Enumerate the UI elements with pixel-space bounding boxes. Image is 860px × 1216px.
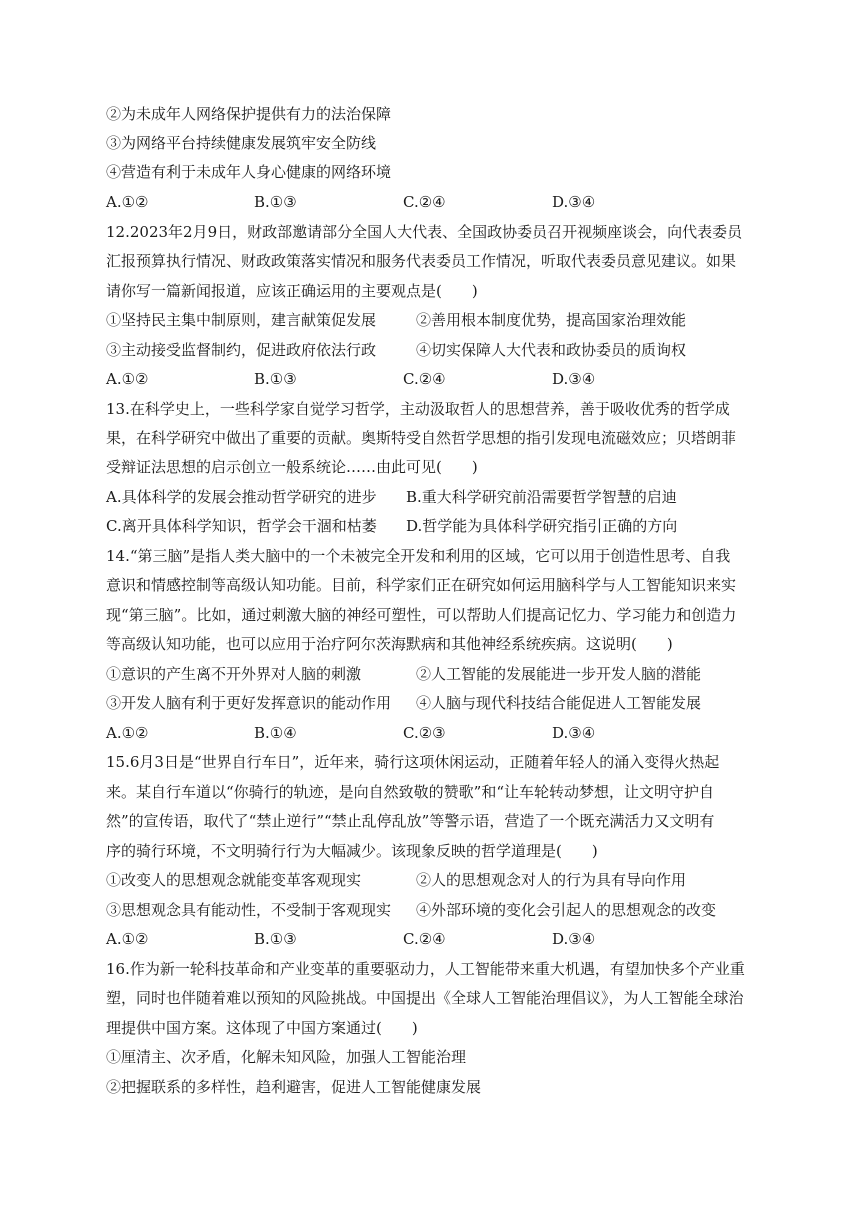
q12-answer-a: A.①② xyxy=(106,370,149,388)
q11-answer-c: C.②④ xyxy=(403,193,446,211)
q14-option-2: ②人工智能的发展能进一步开发人脑的潜能 xyxy=(416,665,702,683)
q12-answer-d: D.③④ xyxy=(552,370,596,388)
q11-option-3: ③为网络平台持续健康发展筑牢安全防线 xyxy=(106,134,377,152)
q14-option-3: ③开发人脑有利于更好发挥意识的能动作用 xyxy=(106,694,392,712)
q15-stem-line: 序的骑行环境，不文明骑行行为大幅减少。该现象反映的哲学道理是( ) xyxy=(106,842,598,860)
q13-stem-line: 果，在科学研究中做出了重要的贡献。奥斯特受自然哲学思想的指引发现电流磁效应；贝塔朗菲 xyxy=(106,429,737,447)
q15-stem-line: 来。某自行车道以“你骑行的轨迹，是向自然致敬的赞歌”和“让车轮转动梦想，让文明守护自 xyxy=(106,783,715,801)
q15-answer-b: B.①③ xyxy=(254,930,297,948)
q15-option-2: ②人的思想观念对人的行为具有导向作用 xyxy=(416,871,687,889)
q15-answer-a: A.①② xyxy=(106,930,149,948)
q15-answer-d: D.③④ xyxy=(552,930,596,948)
q16-option-1: ①厘清主、次矛盾，化解未知风险，加强人工智能治理 xyxy=(106,1048,467,1066)
q12-stem-line: 12.2023年2月9日，财政部邀请部分全国人大代表、全国政协委员召开视频座谈会，向代表委员 xyxy=(106,223,743,241)
q14-option-4: ④人脑与现代科技结合能促进人工智能发展 xyxy=(416,694,702,712)
q15-answer-c: C.②④ xyxy=(403,930,446,948)
q14-stem-line: 意识和情感控制等高级认知功能。目前，科学家们正在研究如何运用脑科学与人工智能知识来实 xyxy=(106,576,737,594)
q14-option-1: ①意识的产生离不开外界对人脑的刺激 xyxy=(106,665,362,683)
q14-answer-d: D.③④ xyxy=(552,724,596,742)
q13-option-c: C.离开具体科学知识，哲学会干涸和枯萎 xyxy=(106,517,377,535)
q12-stem-line: 请你写一篇新闻报道，应该正确运用的主要观点是( ) xyxy=(106,282,478,300)
q15-option-4: ④外部环境的变化会引起人的思想观念的改变 xyxy=(416,901,717,919)
q14-stem-line: 14.“第三脑”是指人类大脑中的一个未被完全开发和利用的区域，它可以用于创造性思考、自我 xyxy=(106,547,731,565)
q16-stem-line: 塑，同时也伴随着难以预知的风险挑战。中国提出《全球人工智能治理倡议》，为人工智能全球治 xyxy=(106,989,744,1007)
q14-stem-line: 现“第三脑”。比如，通过刺激大脑的神经可塑性，可以帮助人们提高记忆力、学习能力和创造力 xyxy=(106,606,737,624)
q11-option-2: ②为未成年人网络保护提供有力的法治保障 xyxy=(106,105,392,123)
q13-stem-line: 13.在科学史上，一些科学家自觉学习哲学，主动汲取哲人的思想营养，善于吸收优秀的哲学成 xyxy=(106,400,730,418)
q12-option-1: ①坚持民主集中制原则，建言献策促发展 xyxy=(106,311,377,329)
q15-stem-line: 然”的宣传语，取代了“禁止逆行”“禁止乱停乱放”等警示语，营造了一个既充满活力又文明有 xyxy=(106,812,715,830)
q16-stem-line: 16.作为新一轮科技革命和产业变革的重要驱动力，人工智能带来重大机遇，有望加快多个产业重 xyxy=(106,960,745,978)
q13-stem-line: 受辩证法思想的启示创立一般系统论……由此可见( ) xyxy=(106,458,478,476)
q11-answer-a: A.①② xyxy=(106,193,149,211)
q11-option-4: ④营造有利于未成年人身心健康的网络环境 xyxy=(106,163,392,181)
q15-option-3: ③思想观念具有能动性，不受制于客观现实 xyxy=(106,901,392,919)
q16-option-2: ②把握联系的多样性，趋利避害，促进人工智能健康发展 xyxy=(106,1078,482,1096)
q11-answer-d: D.③④ xyxy=(552,193,596,211)
q14-answer-c: C.②③ xyxy=(403,724,446,742)
q11-answer-b: B.①③ xyxy=(254,193,297,211)
q14-answer-b: B.①④ xyxy=(254,724,297,742)
q12-option-2: ②善用根本制度优势，提高国家治理效能 xyxy=(416,311,687,329)
q13-option-a: A.具体科学的发展会推动哲学研究的进步 xyxy=(106,488,377,506)
q13-option-b: B.重大科学研究前沿需要哲学智慧的启迪 xyxy=(406,488,677,506)
q12-option-4: ④切实保障人大代表和政协委员的质询权 xyxy=(416,341,687,359)
q15-stem-line: 15.6月3日是“世界自行车日”，近年来，骑行这项休闲运动，正随着年轻人的涌入变得火热起 xyxy=(106,753,720,771)
q16-stem-line: 理提供中国方案。这体现了中国方案通过( ) xyxy=(106,1019,418,1037)
q12-answer-c: C.②④ xyxy=(403,370,446,388)
q13-option-d: D.哲学能为具体科学研究指引正确的方向 xyxy=(406,517,678,535)
q14-answer-a: A.①② xyxy=(106,724,149,742)
q12-option-3: ③主动接受监督制约，促进政府依法行政 xyxy=(106,341,377,359)
q12-stem-line: 汇报预算执行情况、财政政策落实情况和服务代表委员工作情况，听取代表委员意见建议。如果 xyxy=(106,252,737,270)
q15-option-1: ①改变人的思想观念就能变革客观现实 xyxy=(106,871,362,889)
q12-answer-b: B.①③ xyxy=(254,370,297,388)
q14-stem-line: 等高级认知功能，也可以应用于治疗阿尔茨海默病和其他神经系统疾病。这说明( ) xyxy=(106,635,673,653)
